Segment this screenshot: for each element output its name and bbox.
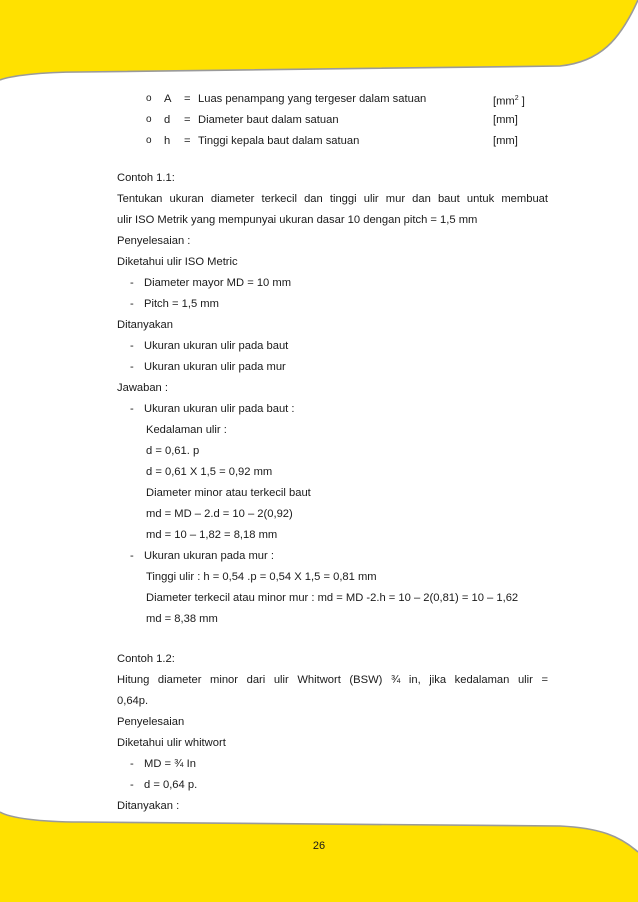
- calculation-line: Diameter terkecil atau minor mur : md = MD -2.h = 10 – 2(0,81) = 10 – 1,62: [146, 592, 519, 604]
- section-label: Ditanyakan :: [117, 800, 180, 812]
- definition-symbol: h: [164, 135, 171, 147]
- definition-equals: =: [184, 114, 191, 126]
- example-heading: Contoh 1.2:: [117, 653, 175, 665]
- definition-unit: [mm]: [493, 135, 518, 147]
- unit-base: [mm: [493, 95, 515, 108]
- unit-superscript: 2: [514, 95, 519, 102]
- calculation-line: Tinggi ulir : h = 0,54 .p = 0,54 X 1,5 = 0,81 mm: [146, 571, 377, 583]
- definition-unit: [493, 92, 525, 109]
- list-item-text: Pitch = 1,5 mm: [144, 298, 219, 310]
- dash-marker: -: [130, 340, 134, 352]
- dash-marker: -: [130, 298, 134, 310]
- dash-list-item: [130, 297, 219, 311]
- calculation-line: Diameter minor atau terkecil baut: [146, 487, 311, 499]
- calculation-line: md = MD – 2.d = 10 – 2(0,92): [146, 508, 293, 520]
- calculation-line: Kedalaman ulir :: [146, 424, 227, 436]
- definition-symbol: d: [164, 114, 171, 126]
- dash-marker: -: [130, 779, 134, 791]
- list-item-text: Diameter mayor MD = 10 mm: [144, 277, 292, 289]
- dash-list-item: [130, 360, 286, 374]
- definition-bullet: o: [146, 135, 152, 146]
- page-number: 26: [312, 840, 326, 852]
- calculation-line: d = 0,61. p: [146, 445, 200, 457]
- paragraph-line: Hitung diameter minor dari ulir Whitwort (BSW) ¾ in, jika kedalaman ulir =: [117, 674, 548, 686]
- example-heading: Contoh 1.1:: [117, 172, 175, 184]
- calculation-line: md = 8,38 mm: [146, 613, 218, 625]
- paragraph-line: 0,64p.: [117, 695, 149, 707]
- dash-list-item: [130, 778, 197, 792]
- definition-bullet: o: [146, 114, 152, 125]
- section-label: Diketahui ulir whitwort: [117, 737, 226, 749]
- unit-close: ]: [518, 95, 525, 108]
- dash-marker: -: [130, 758, 134, 770]
- paragraph-line: Tentukan ukuran diameter terkecil dan tinggi ulir mur dan baut untuk membuat: [117, 193, 548, 205]
- section-label: Diketahui ulir ISO Metric: [117, 256, 238, 268]
- paragraph-line: ulir ISO Metrik yang mempunyai ukuran dasar 10 dengan pitch = 1,5 mm: [117, 214, 478, 226]
- list-item-text: Ukuran ukuran ulir pada baut :: [144, 403, 295, 415]
- dash-list-item: [130, 757, 196, 771]
- list-item-text: MD = ¾ In: [144, 758, 196, 770]
- list-item-text: d = 0,64 p.: [144, 779, 198, 791]
- definition-bullet: o: [146, 93, 152, 104]
- definition-description: Diameter baut dalam satuan: [198, 114, 339, 126]
- section-label: Penyelesaian: [117, 716, 185, 728]
- list-item-text: Ukuran ukuran ulir pada baut: [144, 340, 289, 352]
- dash-marker: -: [130, 361, 134, 373]
- definition-equals: =: [184, 93, 191, 105]
- dash-list-item: [130, 339, 288, 353]
- list-item-text: Ukuran ukuran pada mur :: [144, 550, 274, 562]
- definition-description: Tinggi kepala baut dalam satuan: [198, 135, 360, 147]
- dash-list-item: [130, 276, 291, 290]
- section-label: Jawaban :: [117, 382, 168, 394]
- calculation-line: md = 10 – 1,82 = 8,18 mm: [146, 529, 278, 541]
- dash-marker: -: [130, 550, 134, 562]
- dash-list-item: [130, 402, 295, 416]
- section-label: Ditanyakan: [117, 319, 173, 331]
- section-label: Penyelesaian :: [117, 235, 191, 247]
- calculation-line: d = 0,61 X 1,5 = 0,92 mm: [146, 466, 273, 478]
- list-item-text: Ukuran ukuran ulir pada mur: [144, 361, 286, 373]
- dash-list-item: [130, 549, 274, 563]
- dash-marker: -: [130, 403, 134, 415]
- dash-marker: -: [130, 277, 134, 289]
- definition-equals: =: [184, 135, 191, 147]
- definition-description: Luas penampang yang tergeser dalam satuan: [198, 93, 427, 105]
- definition-unit: [mm]: [493, 114, 518, 126]
- definition-symbol: A: [164, 93, 172, 105]
